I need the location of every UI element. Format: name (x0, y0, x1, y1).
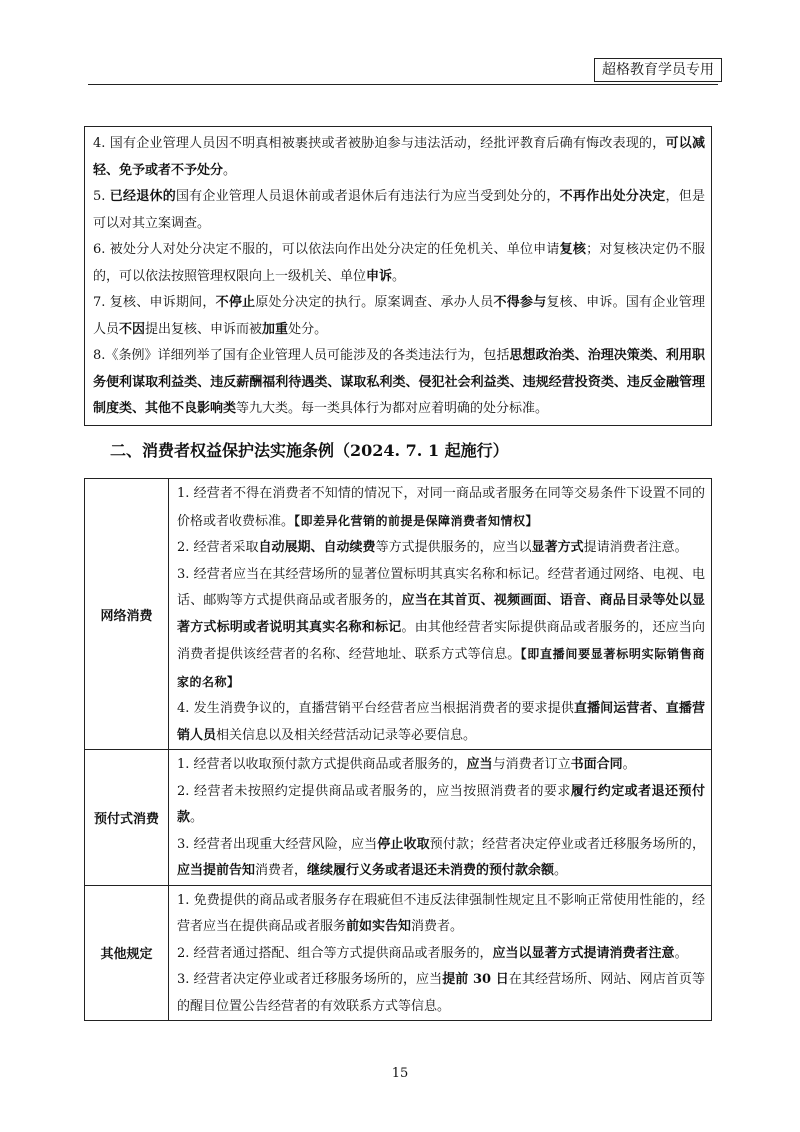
emphasis-text: 不得参与 (493, 295, 547, 310)
section-title: 二、消费者权益保护法实施条例（2024. 7. 1 起施行） (110, 441, 509, 460)
emphasis-text: 已经退休的 (109, 189, 176, 204)
emphasis-text: 应当 (466, 757, 493, 772)
emphasis-text: 停止收取 (377, 836, 430, 852)
emphasis-text: 继续履行义务或者退还未消费的预付款余额 (307, 863, 555, 878)
emphasis-text: 显著方式 (531, 540, 584, 555)
table-row (85, 885, 712, 1021)
category-cell: 其他规定 (85, 885, 169, 1021)
clause-text: 2. 经营者通过搭配、组合等方式提供商品或者服务的， (177, 945, 493, 961)
clause-text: 。 (554, 863, 568, 878)
emphasis-text: 书面合同 (570, 757, 623, 772)
emphasis-text: 提前 30 日 (442, 972, 509, 987)
clause-text: 。 (190, 810, 204, 825)
clause-text: 。 (223, 162, 237, 178)
clause-item (177, 888, 705, 941)
content-cell (169, 885, 712, 1021)
clause-item (93, 184, 705, 237)
clause-text: 提请消费者注意。 (583, 540, 688, 555)
clause-item (177, 779, 705, 832)
clause-text: ，但是可以对其立案调查。 (93, 189, 705, 231)
clause-text: 复核、申诉。国有企业管理人员 (93, 295, 705, 337)
clause-text: 提出复核、申诉而被 (145, 321, 263, 337)
clause-item (177, 832, 705, 885)
clause-text: 7. 复核、申诉期间， (93, 295, 216, 310)
clause-text: 相关信息以及相关经营活动记录等必要信息。 (216, 727, 477, 743)
category-cell: 网络消费 (85, 479, 169, 750)
emphasis-text: 自动展期、自动续费 (258, 540, 376, 555)
clause-text: 。 (674, 945, 688, 961)
clause-text: 。由其他经营者实际提供商品或者服务的，还应当向消费者提供该经营者的名称、经营地址、联系方式等信息。 (177, 619, 705, 662)
clause-text: 。 (392, 268, 406, 284)
clause-text: 消费者。 (411, 919, 464, 934)
clause-text: 1. 经营者以收取预付款方式提供商品或者服务的， (177, 757, 467, 772)
clause-text: 2. 经营者采取 (177, 540, 259, 555)
clause-text: 处分。 (288, 321, 328, 337)
table-row (85, 750, 712, 886)
emphasis-text: 应当在其首页、视频画面、语音、商品目录等处以显著方式标明或者说明其真实名称和标记 (177, 593, 705, 635)
clause-text: 3. 经营者决定停业或者迁移服务场所的，应当 (177, 972, 443, 987)
clause-text: 1. 免费提供的商品或者服务存在瑕疵但不违反法律强制性规定且不影响正常使用性能的，经营者应当在提供商品或者服务 (177, 892, 705, 934)
clause-item (93, 290, 705, 343)
clause-text: 2. 经营者未按照约定提供商品或者服务的，应当按照消费者的要求 (177, 783, 571, 799)
clause-text: 5. (93, 189, 110, 204)
emphasis-text: 可以减轻、免予或者不予处分 (93, 136, 705, 178)
bracket-note: 【即直播间要显著标明实际销售商家的名称】 (177, 647, 705, 689)
clause-text: 国有企业管理人员退休前或者退休后有违法行为应当受到处分的， (175, 189, 560, 204)
clause-text: 等方式提供服务的，应当以 (375, 540, 532, 555)
emphasis-text: 直播间运营者、直播营销人员 (177, 701, 705, 743)
emphasis-text: 申诉 (366, 268, 393, 284)
page-number: 15 (391, 1066, 409, 1081)
clause-text: 在其经营场所、网站、网店首页等的醒目位置公告经营者的有效联系方式等信息。 (177, 972, 705, 1014)
emphasis-text: 履行约定或者退还预付款 (177, 783, 705, 825)
clause-text: ；对复核决定仍不服的，可以依法按照管理权限向上一级机关、单位 (93, 242, 705, 284)
clause-text: 3. 经营者出现重大经营风险，应当 (177, 836, 378, 852)
clause-text: 6. 被处分人对处分决定不服的，可以依法向作出处分决定的任免机关、单位申请 (93, 242, 560, 257)
watermark-stamp: 超格教育学员专用 (594, 58, 722, 82)
clause-text: 4. 国有企业管理人员因不明真相被裹挟或者被胁迫参与违法活动，经批评教育后确有悔改表现的， (93, 136, 666, 151)
clause-text: 8.《条例》详细列举了国有企业管理人员可能涉及的各类违法行为，包括 (93, 348, 510, 363)
clause-text: 预付款；经营者决定停业或者迁移服务场所的， (429, 836, 705, 852)
clause-item (93, 131, 705, 184)
clause-item (93, 237, 705, 290)
clause-text: 原处分决定的执行。原案调查、承办人员 (255, 295, 494, 310)
clause-item (177, 752, 705, 779)
table-row (85, 479, 712, 750)
emphasis-text: 加重 (262, 321, 289, 337)
clause-text: 。 (622, 757, 636, 772)
regulation-box (84, 126, 712, 426)
emphasis-text: 应当以显著方式提请消费者注意 (492, 945, 675, 961)
clause-item (177, 481, 705, 535)
emphasis-text: 不停止 (215, 295, 256, 310)
clause-item (177, 967, 705, 1020)
content-cell (169, 479, 712, 750)
emphasis-text: 不再作出处分决定 (559, 189, 666, 204)
clause-text: 消费者， (255, 863, 308, 878)
emphasis-text: 复核 (559, 242, 587, 257)
emphasis-text: 不因 (119, 321, 146, 337)
clause-item (177, 562, 705, 697)
clause-text: 4. 发生消费争议的，直播营销平台经营者应当根据消费者的要求提供 (177, 701, 574, 716)
emphasis-text: 前如实告知 (346, 919, 412, 934)
content-cell (169, 750, 712, 886)
clause-item (93, 343, 705, 423)
consumer-law-table (84, 478, 712, 1021)
clause-text: 与消费者订立 (492, 757, 571, 772)
bracket-note: 【即差异化营销的前提是保障消费者知情权】 (294, 513, 539, 528)
header-rule (88, 84, 718, 85)
clause-text: 等九大类。每一类具体行为都对应着明确的处分标准。 (236, 401, 549, 416)
clause-text: 1. 经营者不得在消费者不知情的情况下，对同一商品或者服务在同等交易条件下设置不同的价格或者收费标准。 (177, 486, 705, 529)
emphasis-text: 应当提前告知 (177, 863, 256, 878)
emphasis-text: 思想政治类、治理决策类、利用职务便利谋取利益类、违反薪酬福利待遇类、谋取私利类、侵犯社会利益类、违规经营投资类、违反金融管理制度类、其他不良影响类 (93, 348, 705, 416)
clause-item (177, 696, 705, 749)
clause-text: 3. 经营者应当在其经营场所的显著位置标明其真实名称和标记。经营者通过网络、电视、电话、邮购等方式提供商品或者服务的， (177, 566, 705, 608)
category-cell: 预付式消费 (85, 750, 169, 886)
clause-item (177, 535, 705, 562)
clause-item (177, 941, 705, 968)
